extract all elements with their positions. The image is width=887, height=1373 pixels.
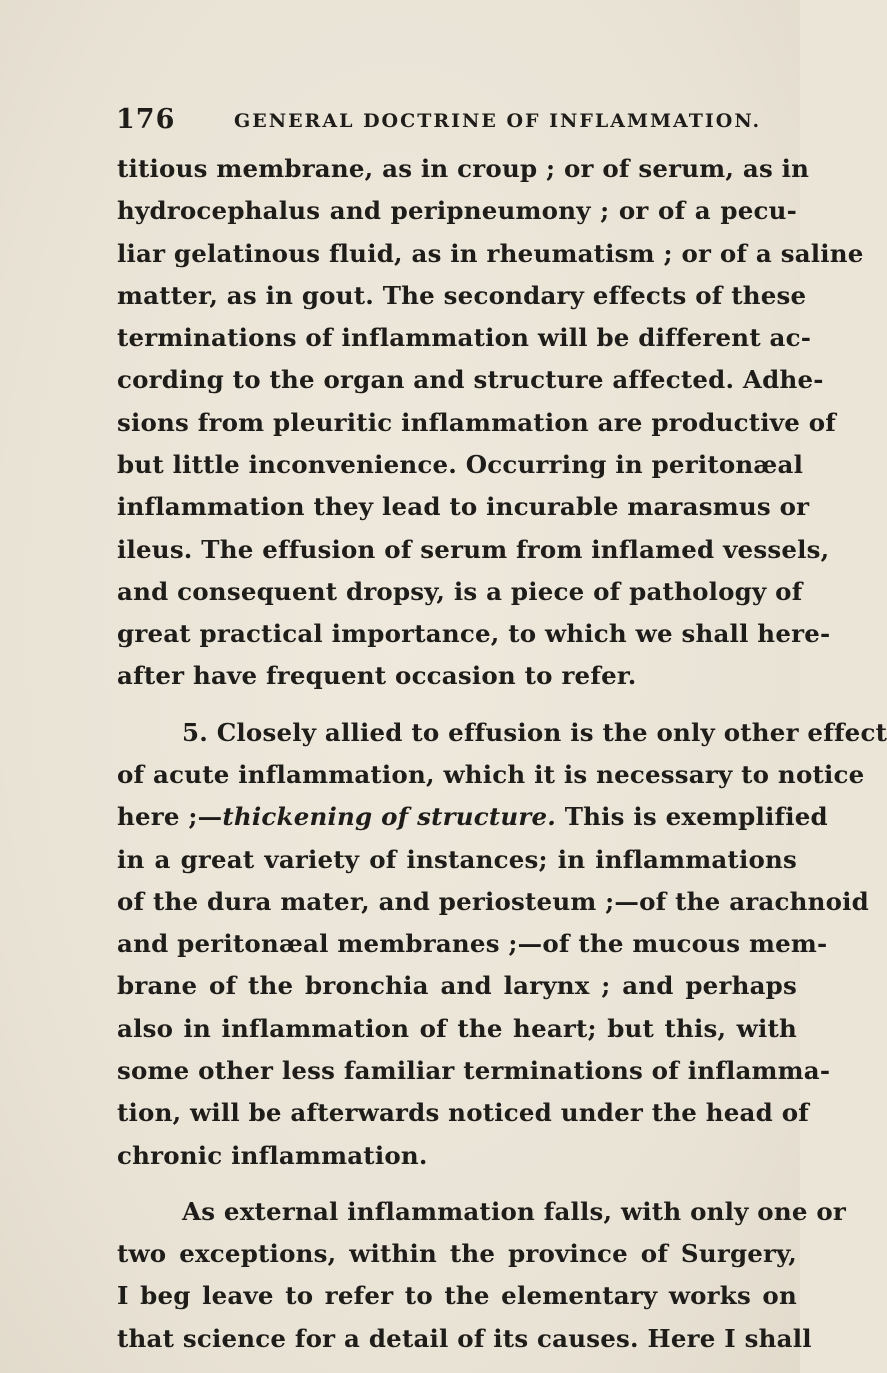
text-line: also in inflammation of the heart; but this, with (117, 1014, 797, 1043)
section-number: 5. (182, 718, 208, 747)
text-line: sions from pleuritic inflammation are productive of (117, 408, 837, 437)
text-line: titious membrane, as in croup ; or of serum, as in (117, 154, 810, 183)
text-line: chronic inflammation. (117, 1141, 428, 1170)
text-line: As external inflammation falls, with only one or (182, 1197, 847, 1226)
text-line: and consequent dropsy, is a piece of pathology of (117, 577, 803, 606)
text-line: cording to the organ and structure affected. Adhe- (117, 365, 824, 394)
text-line: terminations of inflammation will be different ac- (117, 323, 812, 352)
italic-phrase: thickening of structure. (222, 802, 556, 831)
text-line: I beg leave to refer to the elementary works on (117, 1281, 797, 1310)
text-line: but little inconvenience. Occurring in peritonæal (117, 450, 804, 479)
text-line: two exceptions, within the province of Surgery, (117, 1239, 797, 1268)
text-line: hydrocephalus and peripneumony ; or of a pecu- (117, 196, 797, 225)
text-line: that science for a detail of its causes. Here I shall (117, 1324, 812, 1353)
text-line: matter, as in gout. The secondary effects of these (117, 281, 807, 310)
text-line: some other less familiar terminations of inflamma- (117, 1056, 831, 1085)
page-number: 176 (116, 104, 176, 135)
text-line: great practical importance, to which we shall here- (117, 619, 831, 648)
text-line: inflammation they lead to incurable marasmus or (117, 492, 810, 521)
text-line: after have frequent occasion to refer. (117, 661, 637, 690)
text-line: here ;—thickening of structure. This is exemplified (117, 802, 828, 831)
text-line: liar gelatinous fluid, as in rheumatism ; or of a saline (117, 239, 864, 268)
page-header (116, 104, 796, 140)
text-line: of the dura mater, and periosteum ;—of the arachnoid (117, 887, 869, 916)
text-line: tion, will be afterwards noticed under the head of (117, 1098, 809, 1127)
running-head: GENERAL DOCTRINE OF INFLAMMATION. (234, 110, 762, 132)
text-line: ileus. The effusion of serum from inflamed vessels, (117, 535, 830, 564)
text-line: and peritonæal membranes ;—of the mucous mem- (117, 929, 828, 958)
text-line: of acute inflammation, which it is necessary to notice (117, 760, 865, 789)
text-line: brane of the bronchia and larynx ; and perhaps (117, 971, 797, 1000)
text-line: in a great variety of instances; in inflammations (117, 845, 797, 874)
text-line: 5. Closely allied to effusion is the only other effect (182, 718, 887, 747)
